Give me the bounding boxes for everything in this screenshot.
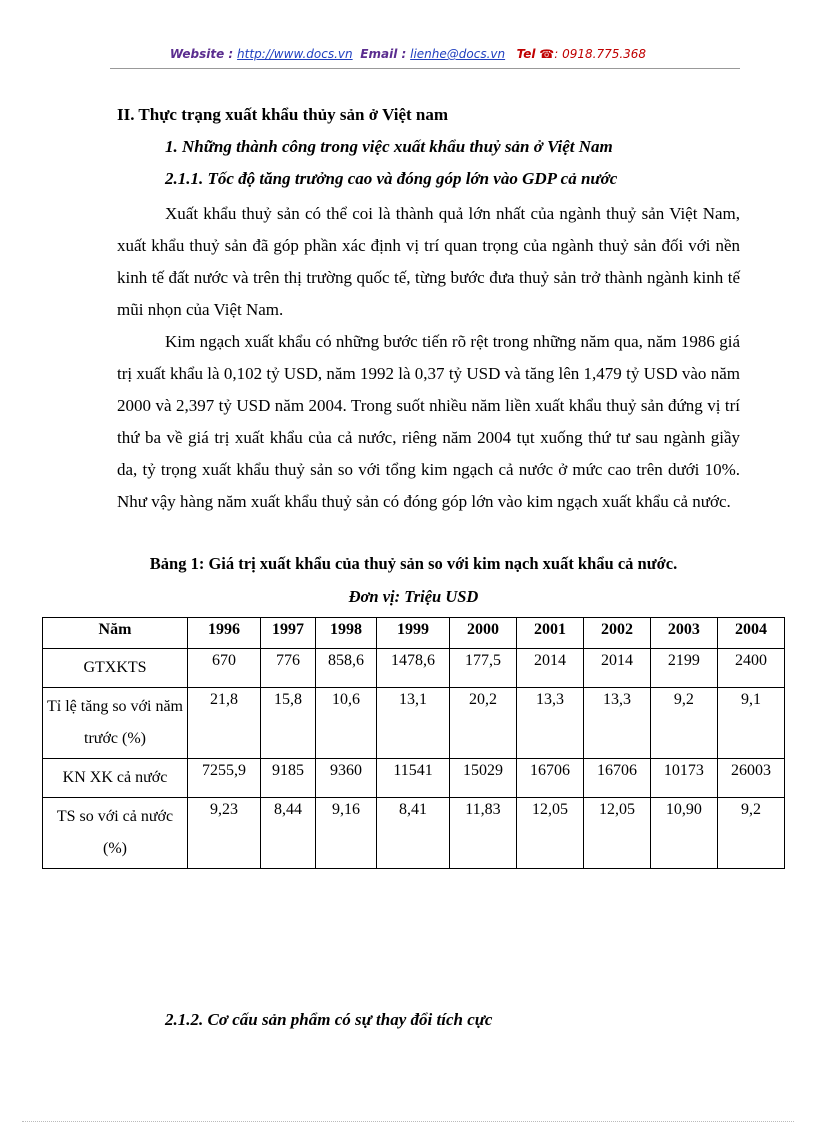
paragraph-1: Xuất khẩu thuỷ sản có thể coi là thành quả lớn nhất của ngành thuỷ sản Việt Nam, xuất khẩu thuỷ sản đã góp phần xác định vị trí quan trọng của ngành thuỷ sản đối với nền kinh tế đất nước và trên thị trường quốc tế, từng bước đưa thuỷ sản trở thành ngành kinh tế mũi nhọn của Việt Nam.	[117, 204, 740, 319]
header-cell: 2000	[449, 618, 516, 649]
table-cell: 16706	[516, 759, 583, 798]
email-label: Email :	[360, 47, 407, 61]
footer-divider	[22, 1121, 794, 1122]
table-cell: 10,6	[316, 688, 377, 759]
table-cell: 11541	[377, 759, 450, 798]
table-unit: Đơn vị: Triệu USD	[348, 587, 479, 606]
table-cell: 9,2	[650, 688, 717, 759]
header-cell: 2001	[516, 618, 583, 649]
website-label: Website :	[169, 47, 234, 61]
subsubsection-heading-1: 2.1.1. Tốc độ tăng trưởng cao và đóng góp lớn vào GDP cả nước	[165, 169, 618, 188]
table-cell: 10173	[650, 759, 717, 798]
table-cell: 776	[260, 649, 315, 688]
table-cell: 8,41	[377, 798, 450, 869]
row-label: TS so với cả nước (%)	[43, 798, 188, 869]
table-caption: Bảng 1: Giá trị xuất khẩu của thuỷ sản so với kim nạch xuất khẩu cả nước.	[149, 554, 678, 573]
table-row	[43, 759, 785, 798]
header-divider	[110, 68, 740, 69]
subsubsection-heading-2: 2.1.2. Cơ cấu sản phẩm có sự thay đổi tích cực	[165, 1010, 493, 1029]
table-cell: 9,16	[316, 798, 377, 869]
row-label: Tỉ lệ tăng so với năm trước (%)	[43, 688, 188, 759]
table-cell: 26003	[717, 759, 784, 798]
website-link[interactable]: http://www.docs.vn	[237, 47, 353, 61]
table-cell: 13,3	[583, 688, 650, 759]
header-cell: 2003	[650, 618, 717, 649]
table-cell: 16706	[583, 759, 650, 798]
table-cell: 20,2	[449, 688, 516, 759]
table-cell: 7255,9	[188, 759, 261, 798]
table-row	[43, 688, 785, 759]
table-cell: 15029	[449, 759, 516, 798]
row-label: KN XK cả nước	[43, 759, 188, 798]
table-row	[43, 798, 785, 869]
header-cell: 1997	[260, 618, 315, 649]
table-cell: 11,83	[449, 798, 516, 869]
table-cell: 9185	[260, 759, 315, 798]
row-label: GTXKTS	[43, 649, 188, 688]
table-cell: 2014	[583, 649, 650, 688]
table-cell: 13,3	[516, 688, 583, 759]
table-cell: 9,23	[188, 798, 261, 869]
header-cell: Năm	[43, 618, 188, 649]
table-cell: 9360	[316, 759, 377, 798]
table-cell: 9,2	[717, 798, 784, 869]
table-cell: 9,1	[717, 688, 784, 759]
table-cell: 2400	[717, 649, 784, 688]
phone-number: : 0918.775.368	[554, 47, 647, 61]
phone-icon: ☎	[539, 47, 555, 61]
table-cell: 13,1	[377, 688, 450, 759]
header-cell: 1999	[377, 618, 450, 649]
table-cell: 21,8	[188, 688, 261, 759]
subsection-heading: 1. Những thành công trong việc xuất khẩu thuỷ sản ở Việt Nam	[165, 137, 613, 156]
table-cell: 8,44	[260, 798, 315, 869]
header-cell: 2002	[583, 618, 650, 649]
section-heading: II. Thực trạng xuất khẩu thủy sản ở Việt nam	[117, 105, 449, 124]
table-cell: 2199	[650, 649, 717, 688]
export-table	[42, 617, 785, 869]
table-row	[43, 649, 785, 688]
table-header-row	[43, 618, 785, 649]
table-cell: 670	[188, 649, 261, 688]
table-cell: 2014	[516, 649, 583, 688]
email-link[interactable]: lienhe@docs.vn	[410, 47, 506, 61]
table-cell: 1478,6	[377, 649, 450, 688]
header-cell: 1998	[316, 618, 377, 649]
table-cell: 15,8	[260, 688, 315, 759]
paragraph-2: Kim ngạch xuất khẩu có những bước tiến rõ rệt trong những năm qua, năm 1986 giá trị xuất khẩu là 0,102 tỷ USD, năm 1992 là 0,37 tỷ USD và tăng lên 1,479 tỷ USD vào năm 2000 và 2,397 tỷ USD năm 2004. Trong suốt nhiều năm liền xuất khẩu thuỷ sản đứng vị trí thứ ba về giá trị xuất khẩu của cả nước, riêng năm 2004 tụt xuống thứ tư sau ngành giầy da, tỷ trọng xuất khẩu thuỷ sản so với tổng kim ngạch cả nước ở mức cao trên dưới 10%. Như vậy hàng năm xuất khẩu thuỷ sản có đóng góp lớn vào kim ngạch xuất khẩu cả nước.	[117, 332, 740, 511]
table-cell: 177,5	[449, 649, 516, 688]
tel-label: Tel	[516, 47, 536, 61]
table-cell: 858,6	[316, 649, 377, 688]
table-cell: 10,90	[650, 798, 717, 869]
header-cell: 1996	[188, 618, 261, 649]
table-cell: 12,05	[516, 798, 583, 869]
table-cell: 12,05	[583, 798, 650, 869]
header-cell: 2004	[717, 618, 784, 649]
page-header	[0, 47, 816, 61]
